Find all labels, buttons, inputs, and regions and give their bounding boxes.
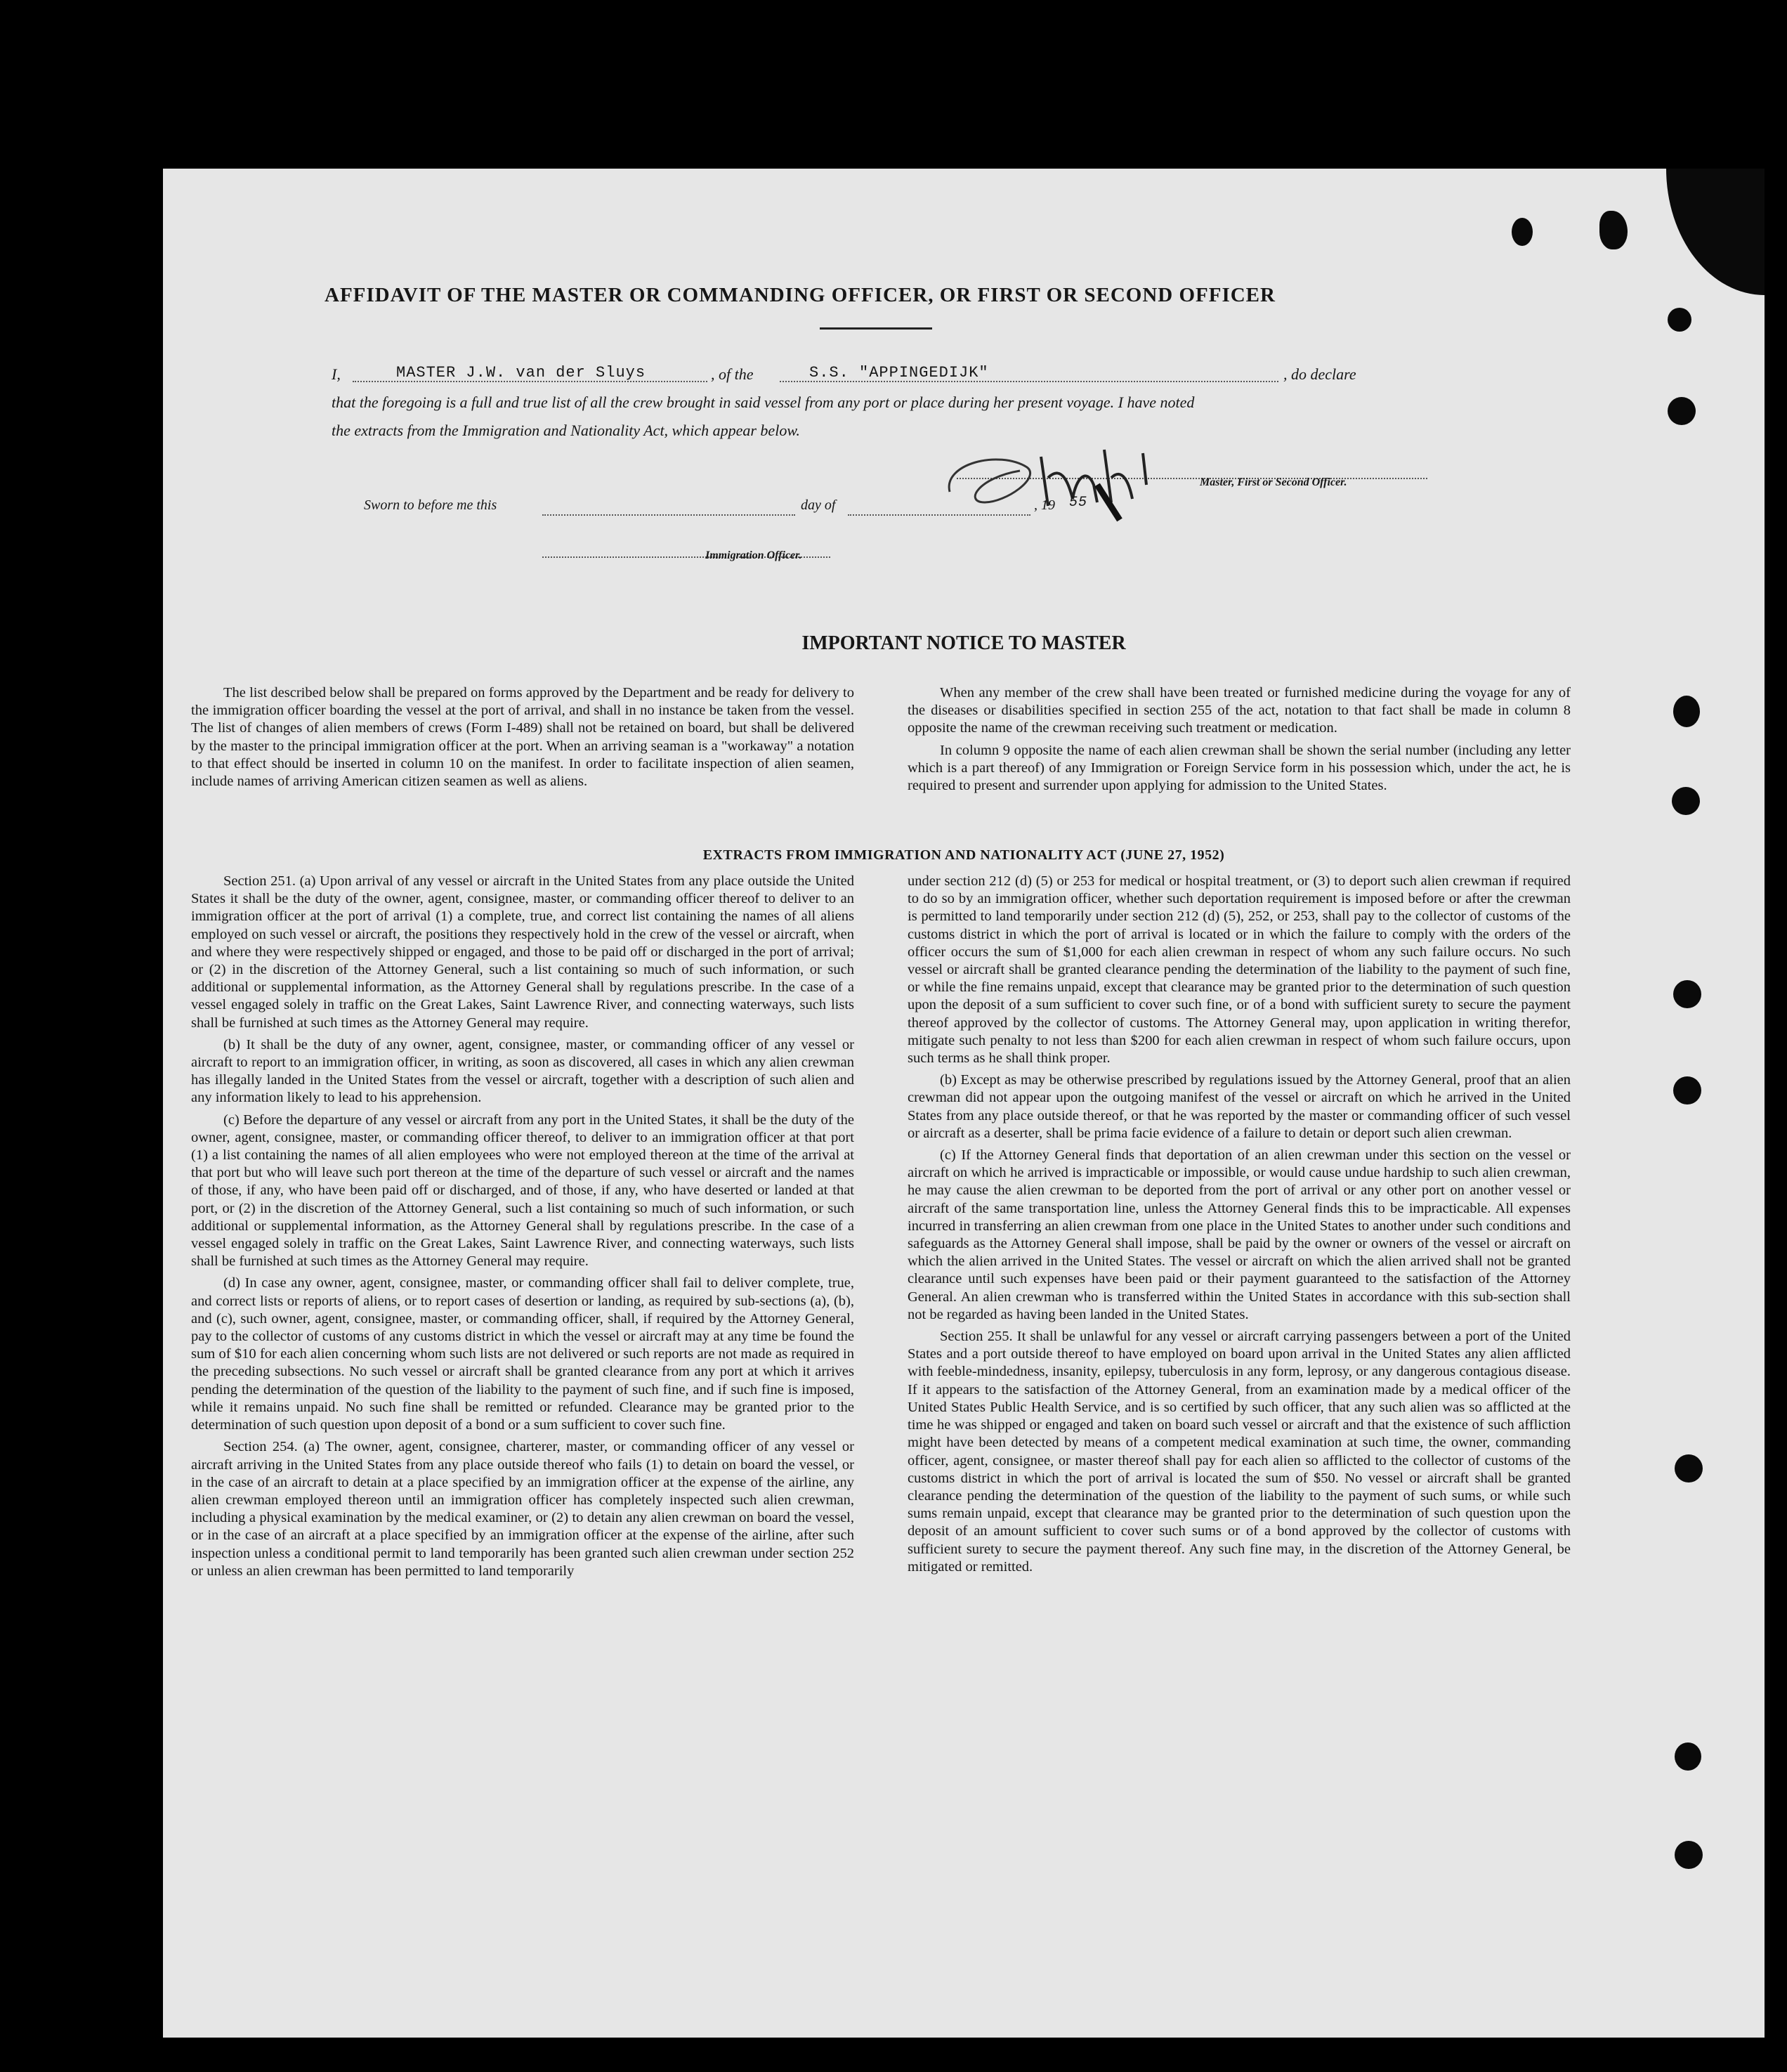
punch-hole	[1675, 1742, 1701, 1771]
punch-hole	[1668, 397, 1696, 425]
notice-title: IMPORTANT NOTICE TO MASTER	[801, 632, 1126, 654]
day-of-label: day of	[801, 497, 836, 513]
notice-left-text: The list described below shall be prepared on forms approved by the Department and be ready for delivery to the immigration officer boarding the vessel at the port of arrival, and shall in no instance be taken from the vessel. The list of changes of alien members of crews (Form I-489) shall not be retained on board, but shall be delivered by the master to the principal immigration officer at the port. When an arriving seaman is a "workaway" a notation to that effect should be inserted in column 10 on the manifest. In order to facilitate inspection of alien seamen, include names of arriving American citizen seamen as well as aliens.	[191, 685, 854, 790]
do-declare-label: , do declare	[1283, 365, 1356, 383]
master-signature	[936, 436, 1203, 541]
extracts-right-column	[908, 873, 1571, 1580]
punch-hole	[1599, 211, 1628, 249]
vessel-name: S.S. "APPINGEDIJK"	[809, 364, 989, 382]
document-title: AFFIDAVIT OF THE MASTER OR COMMANDING OFFICER, OR FIRST OR SECOND OFFICER	[325, 284, 1276, 306]
punch-hole	[1673, 1076, 1701, 1105]
master-name: MASTER J.W. van der Sluys	[396, 364, 646, 382]
extracts-title: EXTRACTS FROM IMMIGRATION AND NATIONALITY ACT (JUNE 27, 1952)	[702, 847, 1225, 863]
notice-right	[908, 684, 1571, 799]
punch-hole	[1673, 980, 1701, 1008]
extract-paragraph: Section 251. (a) Upon arrival of any vessel or aircraft in the United States from any place outside the United States it shall be the duty of the owner, agent, consignee, master, or commanding officer thereof to deliver to an immigration officer at the port of arrival (1) a complete, true, and correct list containing the names of all aliens employed on such vessel or aircraft, the positions they respectively hold in the crew of the vessel or aircraft, when and where they were respectively shipped or engaged, and those to be paid off or discharged in the port of arrival; or (2) in the discretion of the Attorney General, such a list containing so much of such information, or such additional or supplemental information, as the Attorney General shall by regulations prescribe. In the case of a vessel engaged solely in traffic on the Great Lakes, Saint Lawrence River, and connecting waterways, such lists shall be furnished at such times as the Attorney General may require.	[191, 873, 854, 1031]
extract-paragraph: Section 254. (a) The owner, agent, consignee, charterer, master, or commanding officer of any vessel or aircraft arriving in the United States from any place outside thereof who fails (1) to detain on board the vessel, or in the case of an aircraft to detain at a place specified by an immigration officer at the expense of the airline, any alien crewman employed thereon until an immigration officer has completely inspected such alien crewman, including a physical examination by the medical examiner, or (2) to detain any alien crewman on board the vessel, or in the case of an aircraft at a place specified by an immigration officer at the expense of the airline, after such inspection unless a conditional permit to land temporarily has been granted such alien crewman under section 252 or unless an alien crewman has been permitted to land temporarily	[191, 1439, 854, 1579]
declaration-line-2: that the foregoing is a full and true list of all the crew brought in said vessel from any port or place during her present voyage. I have noted	[332, 393, 1195, 411]
punch-hole	[1672, 787, 1700, 815]
year-value: 55	[1069, 495, 1088, 511]
extract-paragraph: (c) If the Attorney General finds that deportation of an alien crewman under this section on the vessel or aircraft on which he arrived is impracticable or impossible, or would cause undue hardship to such alien crewman, he may cause the alien crewman to be deported from the port of arrival or any other port on another vessel or aircraft of the same transportation line, unless the Attorney General finds this to be impracticable. All expenses incurred in transferring an alien crewman from one place in the United States to another under such conditions and safeguards as the Attorney General shall impose, shall be paid by the owner or owners of the vessel or aircraft on which the alien arrived in the United States. The vessel or aircraft on which the alien arrived shall not be granted clearance until such expenses have been paid or their payment guaranteed to the satisfaction of the Attorney General. An alien crewman who is transferred within the United States in accordance with this sub-section shall not be regarded as having been landed in the United States.	[908, 1147, 1571, 1322]
sworn-label: Sworn to before me this	[364, 497, 497, 513]
document-sheet	[163, 169, 1765, 2038]
punch-hole	[1673, 696, 1700, 727]
notice-left	[191, 684, 854, 795]
notice-right-text-2: In column 9 opposite the name of each alien crewman shall be shown the serial number (including any letter which is a part thereof) of any Immigration or Foreign Service form in his possession which, under the act, he is required to present and surrender upon applying for admission to the United States.	[908, 742, 1571, 794]
punch-hole	[1666, 169, 1765, 295]
extract-paragraph: (d) In case any owner, agent, consignee, master, or commanding officer shall fail to deliver complete, true, and correct lists or reports of aliens, or to report cases of desertion or landing, as required by sub-sections (a), (b), and (c), such owner, agent, consignee, master, or commanding officer, shall, if required by the Attorney General, pay to the collector of customs of any customs district in which the vessel or aircraft may at any time be found the sum of $10 for each alien concerning whom such lists are not delivered or such reports are not made as required in the preceding subsections. No such vessel or aircraft shall be granted clearance from any port at which it arrives pending the determination of the question of the liability to the payment of such fine, and if such fine is imposed, while it remains unpaid. No such fine shall be remitted or refunded. Clearance may be granted prior to the determination of such question upon deposit of a bond or a sum sufficient to cover such fine.	[191, 1275, 854, 1433]
immigration-caption: Immigration Officer.	[705, 549, 802, 561]
extract-paragraph: (b) It shall be the duty of any owner, agent, consignee, master, or commanding officer of any vessel or aircraft to report to an immigration officer, in writing, as soon as discovered, all cases in which any alien crewman has illegally landed in the United States from the vessel or aircraft, together with a description of such alien and any information likely to lead to his apprehension.	[191, 1036, 854, 1106]
punch-hole	[1675, 1841, 1703, 1869]
punch-hole	[1512, 218, 1533, 246]
declaration-line-3: the extracts from the Immigration and Nationality Act, which appear below.	[332, 422, 800, 439]
extract-paragraph: Section 255. It shall be unlawful for any vessel or aircraft carrying passengers between a port of the United States and a port outside thereof to have employed on board upon arrival in the United States any alien afflicted with feeble-mindedness, insanity, epilepsy, tuberculosis in any form, leprosy, or any dangerous contagious disease. If it appears to the satisfaction of the Attorney General, from an examination made by a medical officer of the United States Public Health Service, and is so certified by such officer, that any such alien was so afflicted at the time he was shipped or engaged and taken on board such vessel or aircraft and that the existence of such affliction might have been detected by means of a competent medical examination at such time, the owner, commanding officer, agent, consignee, or master thereof shall pay for each alien so afflicted to the collector of customs of the customs district in which the port of arrival is located the sum of $50. No vessel or aircraft shall be granted clearance pending the determination of the question of the liability to the payment of such sums, or while such sums remain unpaid, except that clearance may be granted prior to the determination of such question upon the deposit of an amount sufficient to cover such sums or of a bond approved by the collector of customs with sufficient surety to secure the payment thereof. Any such fine may, in the discretion of the Attorney General, be mitigated or remitted.	[908, 1329, 1571, 1575]
sworn-day-blank	[542, 499, 795, 516]
notice-right-text-1: When any member of the crew shall have been treated or furnished medicine during the voyage for any of the diseases or disabilities specified in section 255 of the act, notation to that fact shall be made in column 8 opposite the name of the crewman receiving such treatment or medication.	[908, 685, 1571, 736]
extracts-left-column	[191, 873, 854, 1584]
year-label: , 19	[1034, 497, 1055, 513]
of-the-label: , of the	[711, 365, 754, 383]
extract-paragraph: under section 212 (d) (5) or 253 for medical or hospital treatment, or (3) to deport such alien crewman if required to do so by an immigration officer, whether such deportation requirement is imposed before or after the crewman is permitted to land temporarily under section 212 (d) (5), 252, or 253, shall pay to the collector of customs of the customs district in which the port of arrival is located or in which the failure to comply with the orders of the officer occurs the sum of $1,000 for each alien crewman in respect of whom any such failure occurs. No such vessel or aircraft shall be granted clearance pending the determination of the liability to the payment of such fine, or while the fine remains unpaid, except that clearance may be granted prior to the determination of such question upon the deposit of a sum sufficient to cover such fine, or of a bond with sufficient surety to secure the payment thereof approved by the collector of customs. The Attorney General may, upon application in writing therefor, mitigate such penalty to not less than $200 for each alien crewman in respect of whom such failure occurs, upon such terms as he shall think proper.	[908, 873, 1571, 1067]
punch-hole	[1668, 308, 1691, 332]
title-divider	[820, 327, 932, 330]
extract-paragraph: (c) Before the departure of any vessel or aircraft from any port in the United States, it shall be the duty of the owner, agent, consignee, master, or commanding officer thereof, to deliver to an immigration officer at that port (1) a list containing the names of all alien employees who were not employed thereon at the time of the arrival at that port but who will leave such port thereon at the time of the departure of such vessel or aircraft and the names of those, if any, who have been paid off or discharged, and of those, if any, who have deserted or landed at that port, or (2) in the discretion of the Attorney General, such a list containing so much of such information, or such additional or supplemental information, as the Attorney General shall by regulations prescribe. In the case of a vessel engaged solely in traffic on the Great Lakes, Saint Lawrence River, and connecting waterways, such lists shall be furnished at such times as the Attorney General may require.	[191, 1112, 854, 1270]
master-caption: Master, First or Second Officer.	[1200, 476, 1347, 488]
i-label: I,	[332, 365, 341, 383]
extract-paragraph: (b) Except as may be otherwise prescribed by regulations issued by the Attorney General, proof that an alien crewman did not appear upon the outgoing manifest of the vessel or aircraft on which he arrived in the United States from any place outside thereof, or that he was reported by the master or commanding officer of such vessel or aircraft as a deserter, shall be prima facie evidence of a failure to detain or deport such alien crewman.	[908, 1072, 1571, 1141]
punch-hole	[1675, 1454, 1703, 1483]
month-blank	[848, 499, 1030, 516]
